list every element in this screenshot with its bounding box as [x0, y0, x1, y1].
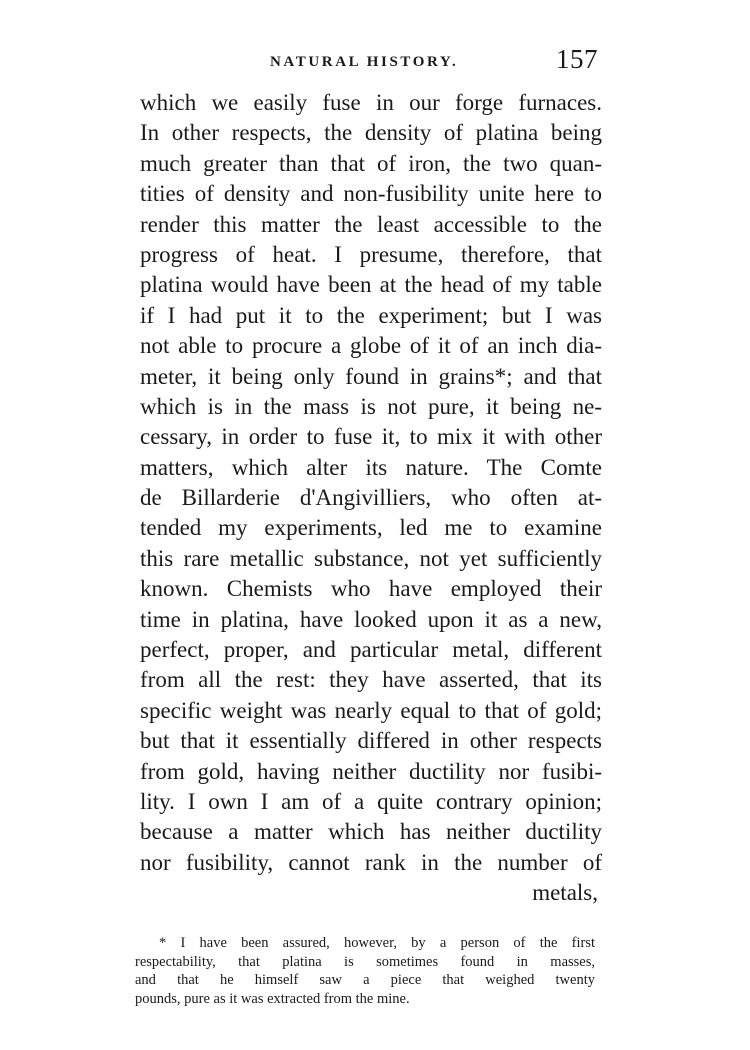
body-text: [140, 88, 602, 909]
text-line: specific weight was nearly equal to that of gold;: [140, 697, 602, 723]
text-line: much greater than that of iron, the two quan-: [140, 150, 602, 176]
text-line: from all the rest: they have asserted, that its: [140, 667, 602, 693]
text-line: meter, it being only found in grains*; and that: [140, 363, 602, 389]
text-line: tended my experiments, led me to examine: [140, 515, 602, 541]
footnote-line: pounds, pure as it was extracted from the mine.: [135, 990, 410, 1007]
running-title: NATURAL HISTORY.: [270, 54, 459, 70]
text-line: from gold, having neither ductility nor fusibi-: [140, 758, 602, 784]
text-line: because a matter which has neither ductility: [140, 819, 602, 845]
text-line: lity. I own I am of a quite contrary opinion;: [140, 788, 602, 814]
text-line: platina would have been at the head of my table: [140, 272, 602, 298]
text-line: render this matter the least accessible to the: [140, 211, 602, 237]
text-line: matters, which alter its nature. The Comte: [140, 454, 602, 480]
text-line: tities of density and non-fusibility unite here to: [140, 181, 602, 207]
text-line: nor fusibility, cannot rank in the number of: [140, 849, 602, 875]
running-head: [270, 44, 610, 80]
text-line: but that it essentially differed in other respects: [140, 728, 602, 754]
text-line: progress of heat. I presume, therefore, that: [140, 241, 602, 267]
text-line: In other respects, the density of platina being: [140, 120, 602, 146]
catchword: metals,: [532, 880, 598, 906]
text-line: time in platina, have looked upon it as a new,: [140, 606, 602, 632]
footnote-line: * I have been assured, however, by a person of the first: [159, 935, 595, 951]
text-line: not able to procure a globe of it of an inch dia-: [140, 333, 602, 359]
text-line: which we easily fuse in our forge furnaces.: [140, 90, 602, 115]
footnote-line: and that he himself saw a piece that weighed twenty: [135, 972, 595, 988]
text-line: this rare metallic substance, not yet sufficiently: [140, 545, 602, 571]
text-line: cessary, in order to fuse it, to mix it with other: [140, 424, 602, 450]
text-line: if I had put it to the experiment; but I was: [140, 302, 602, 328]
footnote: [135, 934, 595, 1008]
text-line: known. Chemists who have employed their: [140, 576, 602, 602]
footnote-line: respectability, that platina is sometimes found in masses,: [135, 953, 595, 970]
page-number: 157: [556, 44, 598, 74]
text-line: de Billarderie d'Angivilliers, who often at-: [140, 485, 602, 511]
text-line: perfect, proper, and particular metal, different: [140, 637, 602, 663]
text-line: which is in the mass is not pure, it being ne-: [140, 393, 602, 419]
